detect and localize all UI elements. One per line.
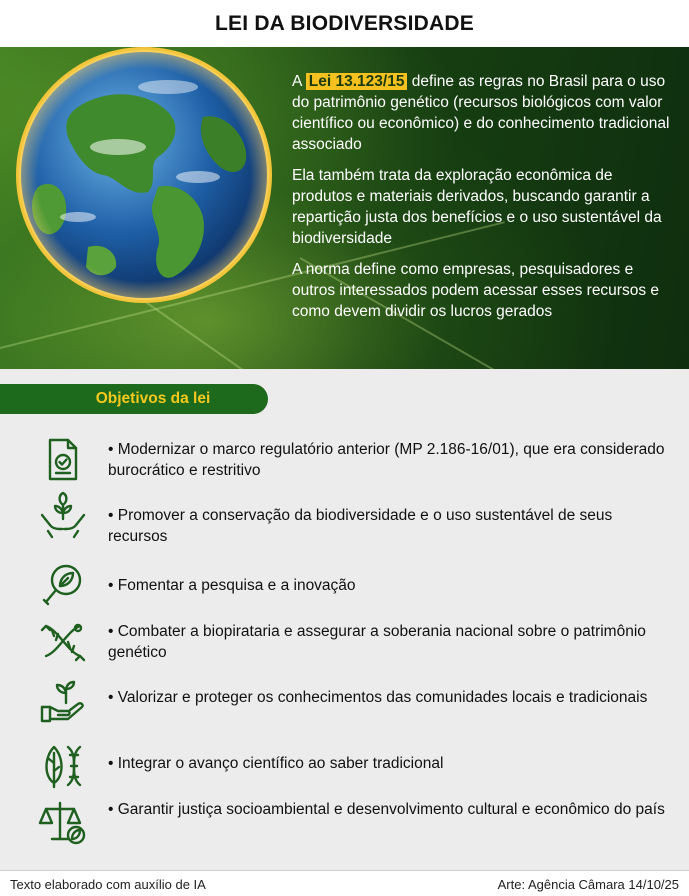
intro-paragraph-3: A norma define como empresas, pesquisadores e outros interessados podem acessar esses recursos e como devem dividir os lucros gerados <box>292 261 660 320</box>
document-check-icon <box>38 435 88 485</box>
intro-paragraph-1: A Lei 13.123/15 define as regras no Brasil para o uso do patrimônio genético (recursos biológicos com valor científico ou econômico) e do conhecimento tradicional associado <box>292 73 670 153</box>
footer-credit: Arte: Agência Câmara 14/10/25 <box>497 877 679 892</box>
page-title: LEI DA BIODIVERSIDADE <box>0 0 689 47</box>
hero-banner <box>0 47 689 369</box>
leaf-dna-icon <box>38 741 88 791</box>
magnifier-leaf-icon <box>38 560 88 610</box>
objectives-label: Objetivos da lei <box>0 384 268 414</box>
scales-leaf-icon <box>38 799 88 849</box>
intro-paragraph-2: Ela também trata da exploração econômica de produtos e materiais derivados, buscando garantir a repartição justa dos benefícios e o uso sustentável da biodiversidade <box>292 167 662 247</box>
objectives-section: Objetivos da lei • Modernizar o marco regulatório anterior (MP 2.186-16/01), que era considerado burocrático e restritivo • Promover a conservação da biodiversidade e o uso sustentável de seus recursos • Fomentar a pesquisa e a inovação • Combater a biopirataria e assegurar a soberania nacional sobre o patrimônio genético • Valorizar e proteger os conhecimentos das comunidades locais e tradicionais • Integrar o avanço científico ao saber tradicional • Garantir justiça socioambiental e desenvolvimento cultural e econômico do país <box>0 369 689 870</box>
hand-sprout-icon <box>38 677 88 727</box>
intro-text <box>292 71 677 332</box>
footer-ai-note: Texto elaborado com auxílio de IA <box>10 877 206 892</box>
earth-globe-image <box>8 47 284 309</box>
law-number-highlight: Lei 13.123/15 <box>306 73 408 90</box>
footer <box>0 870 689 896</box>
hands-plant-icon <box>38 491 88 541</box>
dna-icon <box>38 616 88 666</box>
